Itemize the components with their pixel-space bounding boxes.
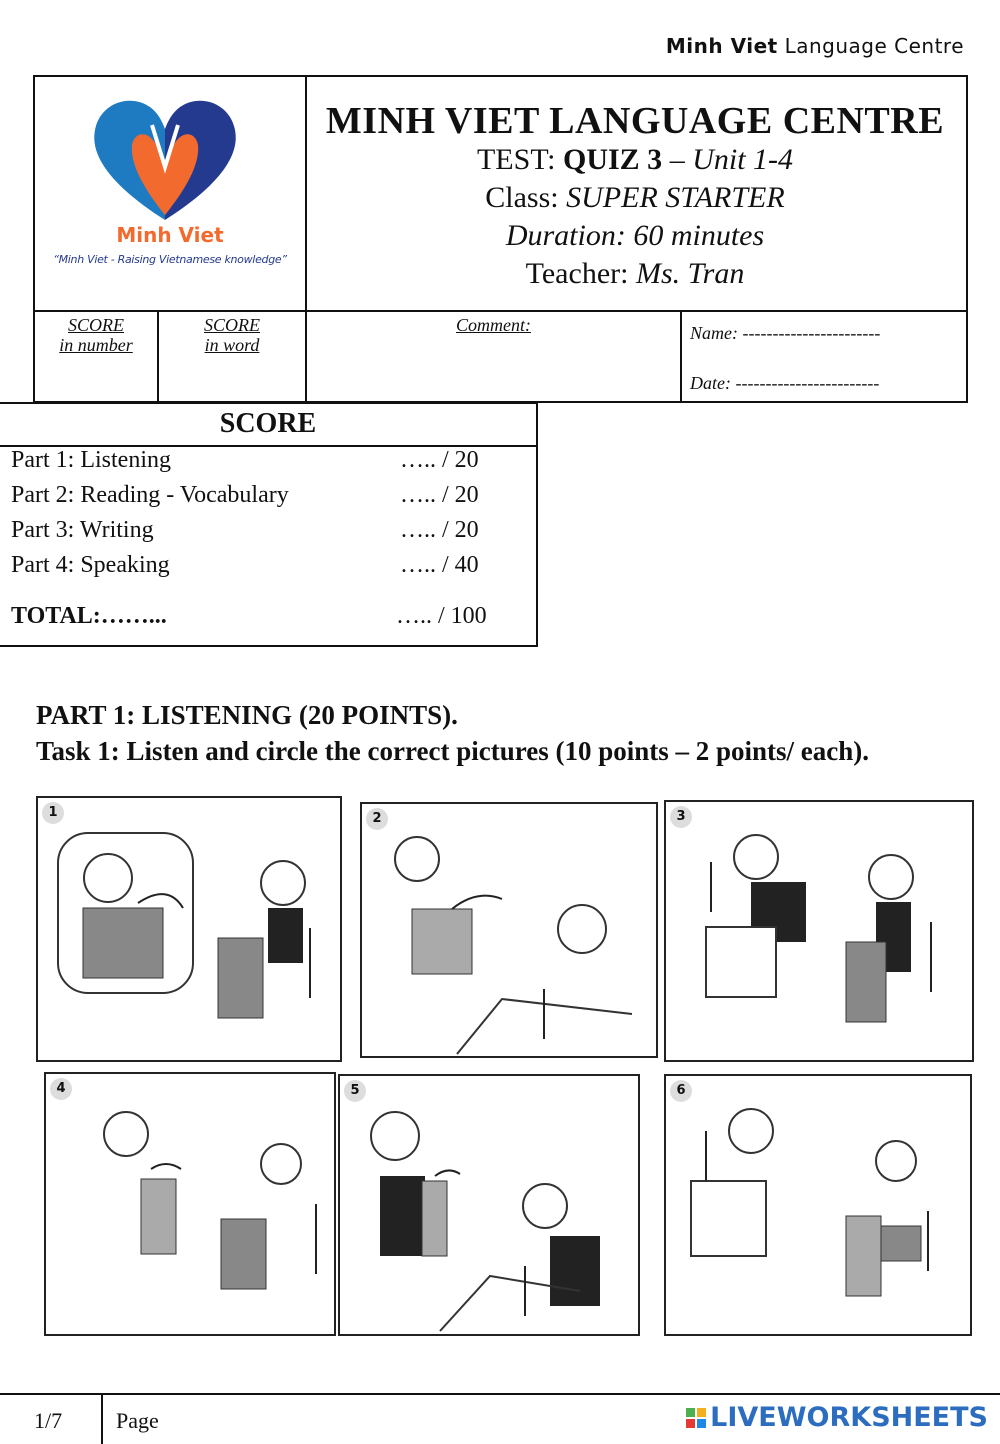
score-table xyxy=(0,402,538,647)
picture-number: 1 xyxy=(42,802,64,824)
centre-header xyxy=(666,34,964,58)
picture-6[interactable] xyxy=(664,1074,972,1336)
comment-cell[interactable]: Comment: xyxy=(456,315,531,335)
score-row-label: Part 3: Writing xyxy=(11,517,154,543)
liveworksheets-icon xyxy=(686,1408,706,1428)
total-label: TOTAL:……... xyxy=(11,603,167,629)
duration-line: Duration: 60 minutes xyxy=(505,219,765,252)
score-number-label2: in number xyxy=(59,335,133,355)
score-row-value[interactable]: ….. / 20 xyxy=(400,447,479,473)
score-word-cell[interactable] xyxy=(159,315,305,355)
page-label: Page xyxy=(116,1408,159,1433)
logo-name: Minh Viet xyxy=(116,223,224,247)
score-row-label: Part 4: Speaking xyxy=(11,552,170,578)
class-value: SUPER STARTER xyxy=(566,181,785,214)
title-box xyxy=(33,75,968,403)
score-row-value[interactable]: ….. / 40 xyxy=(400,552,479,578)
picture-number: 6 xyxy=(670,1080,692,1102)
test-label: TEST: xyxy=(476,143,556,176)
class-label: Class: xyxy=(485,181,559,214)
name-field[interactable]: Name: ----------------------- xyxy=(690,323,881,343)
score-number-cell[interactable] xyxy=(35,315,157,355)
header-brand: Minh Viet xyxy=(665,34,778,58)
logo-slogan: “Minh Viet - Raising Vietnamese knowledge” xyxy=(53,253,287,266)
picture-1[interactable] xyxy=(36,796,342,1062)
liveworksheets-logo xyxy=(686,1402,988,1433)
centre-title: MINH VIET LANGUAGE CENTRE xyxy=(325,100,945,142)
header-brand-rest: Language Centre xyxy=(784,34,964,58)
liveworksheets-brand: LIVEWORKSHEETS xyxy=(710,1402,988,1433)
test-name: QUIZ 3 xyxy=(563,143,663,176)
score-row-label: Part 2: Reading - Vocabulary xyxy=(11,482,289,508)
picture-3[interactable] xyxy=(664,800,974,1062)
test-line xyxy=(305,143,965,177)
picture-5[interactable] xyxy=(338,1074,640,1336)
teacher-value: Ms. Tran xyxy=(635,257,745,290)
picture-number: 3 xyxy=(670,806,692,828)
page-number: 1/7 xyxy=(34,1408,63,1433)
picture-number: 5 xyxy=(344,1080,366,1102)
test-unit: Unit 1-4 xyxy=(692,143,794,176)
picture-number: 2 xyxy=(366,808,388,830)
score-row-value[interactable]: ….. / 20 xyxy=(400,482,479,508)
task1-instruction: Task 1: Listen and circle the correct pictures (10 points – 2 points/ each). xyxy=(36,736,869,766)
score-row-value[interactable]: ….. / 20 xyxy=(400,517,479,543)
teacher-label: Teacher: xyxy=(525,257,629,290)
picture-number: 4 xyxy=(50,1078,72,1100)
score-table-title: SCORE xyxy=(219,408,317,439)
total-value[interactable]: ….. / 100 xyxy=(396,603,487,629)
picture-4[interactable] xyxy=(44,1072,336,1336)
logo-mark xyxy=(90,95,240,225)
score-number-label1: SCORE xyxy=(68,315,124,335)
teacher-line xyxy=(305,257,965,291)
score-row-label: Part 1: Listening xyxy=(11,447,171,473)
picture-2[interactable] xyxy=(360,802,658,1058)
test-dash: – xyxy=(669,143,685,176)
class-line xyxy=(305,181,965,215)
date-field[interactable]: Date: ------------------------ xyxy=(690,373,880,393)
score-word-label2: in word xyxy=(204,335,260,355)
score-word-label1: SCORE xyxy=(204,315,260,335)
part1-heading: PART 1: LISTENING (20 POINTS). xyxy=(36,700,458,730)
